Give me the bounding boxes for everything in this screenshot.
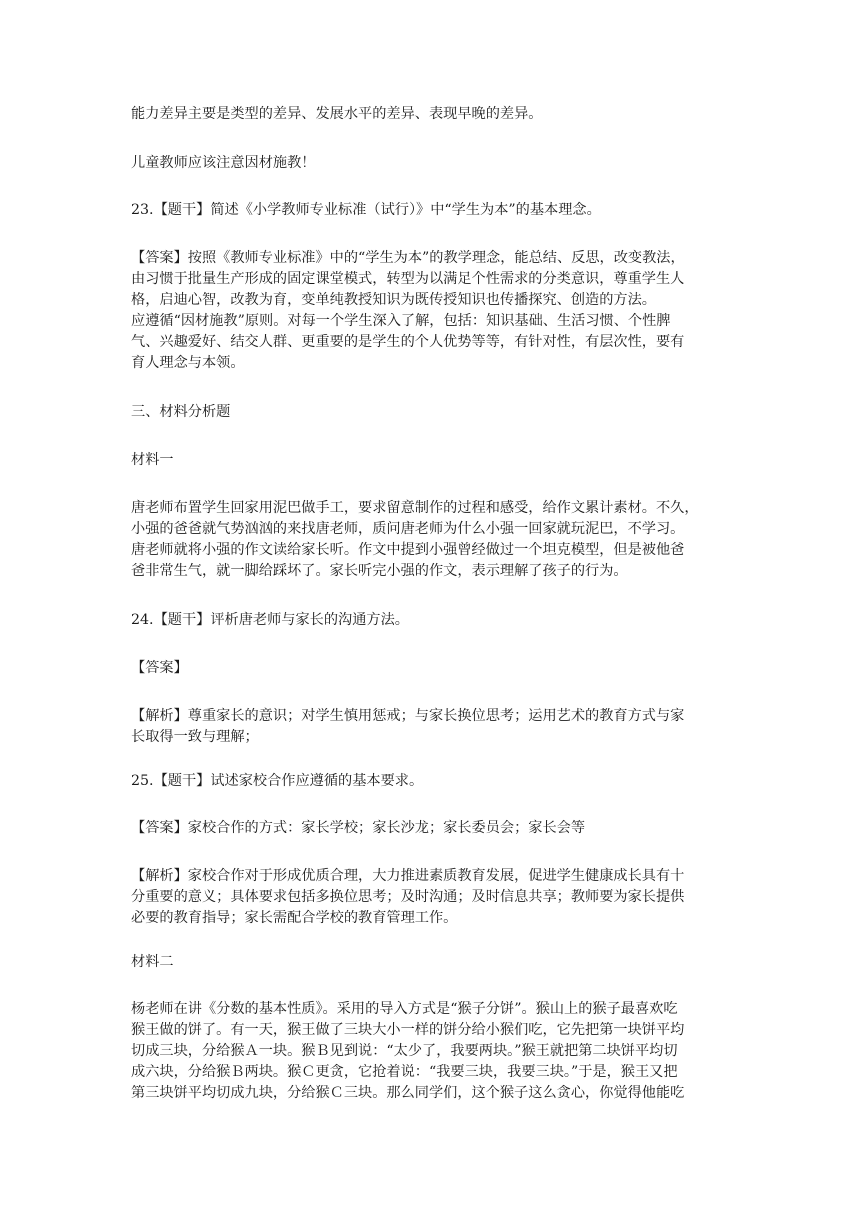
text-line: 【答案】按照《教师专业标准》中的“学生为本”的教学理念，能总结、反思，改变教法， <box>131 250 685 266</box>
question-24-answer <box>131 658 743 679</box>
text-line: 材料二 <box>131 954 174 970</box>
text-line: 长取得一致与理解； <box>131 729 259 745</box>
question-23-answer <box>131 248 743 374</box>
text-line: 25.【题干】试述家校合作应遵循的基本要求。 <box>131 773 424 789</box>
text-line: 应遵循“因材施教”原则。对每一个学生深入了解，包括：知识基础、生活习惯、个性脾 <box>131 313 671 329</box>
material-one-text <box>131 498 743 582</box>
question-24-analysis <box>131 706 743 748</box>
text-line: 唐老师布置学生回家用泥巴做手工，要求留意制作的过程和感受，给作文累计素材。不久， <box>131 500 699 516</box>
text-line: 杨老师在讲《分数的基本性质》。采用的导入方式是“猴子分饼”。猴山上的猴子最喜欢吃 <box>131 1001 678 1017</box>
text-line: 唐老师就将小强的作文读给家长听。作文中提到小强曾经做过一个坦克模型，但是被他爸 <box>131 542 685 558</box>
text-line: 儿童教师应该注意因材施教！ <box>131 155 316 171</box>
text-line: 分重要的意义；具体要求包括多换位思考；及时沟通；及时信息共享；教师要为家长提供 <box>131 889 685 905</box>
text-line: 【解析】尊重家长的意识；对学生慎用惩戒；与家长换位思考；运用艺术的教育方式与家 <box>131 708 685 724</box>
text-line: 切成三块，分给猴Ａ一块。猴Ｂ见到说：“太少了，我要两块。”猴王就把第二块饼平均切 <box>131 1043 678 1059</box>
text-line: 必要的教育指导；家长需配合学校的教育管理工作。 <box>131 910 458 926</box>
text-line: 能力差异主要是类型的差异、发展水平的差异、表现早晚的差异。 <box>131 106 543 122</box>
question-25-stem <box>131 771 743 792</box>
text-line: 小强的爸爸就气势汹汹的来找唐老师，质问唐老师为什么小强一回家就玩泥巴，不学习。 <box>131 521 685 537</box>
text-line: 24.【题干】评析唐老师与家长的沟通方法。 <box>131 612 409 628</box>
text-line: 材料一 <box>131 452 174 468</box>
text-line: 成六块，分给猴Ｂ两块。猴Ｃ更贪，它抢着说：“我要三块，我要三块。”于是，猴王又把 <box>131 1064 678 1080</box>
text-line: 【答案】 <box>131 660 188 676</box>
text-line: 育人理念与本领。 <box>131 355 245 371</box>
question-24-stem <box>131 610 743 631</box>
text-line: 第三块饼平均切成九块，分给猴Ｃ三块。那么同学们，这个猴子这么贪心，你觉得他能吃 <box>131 1085 685 1101</box>
question-25-analysis <box>131 866 743 929</box>
text-line: 23.【题干】简述《小学教师专业标准（试行）》中“学生为本”的基本理念。 <box>131 202 601 218</box>
text-line: 【答案】家校合作的方式：家长学校；家长沙龙；家长委员会；家长会等 <box>131 820 586 836</box>
text-line: 【解析】家校合作对于形成优质合理，大力推进素质教育发展，促进学生健康成长具有十 <box>131 868 685 884</box>
material-two-text <box>131 999 743 1104</box>
text-line: 猴王做的饼了。有一天，猴王做了三块大小一样的饼分给小猴们吃，它先把第一块饼平均 <box>131 1022 685 1038</box>
text-line: 爸非常生气，就一脚给踩坏了。家长听完小强的作文，表示理解了孩子的行为。 <box>131 563 628 579</box>
text-line: 由习惯于批量生产形成的固定课堂模式，转型为以满足个性需求的分类意识，尊重学生人 <box>131 271 685 287</box>
text-line: 格，启迪心智，改教为育，变单纯教授知识为既传授知识也传播探究、创造的方法。 <box>131 292 656 308</box>
text-line: 三、材料分析题 <box>131 404 231 420</box>
text-line: 气、兴趣爱好、结交人群、更重要的是学生的个人优势等等，有针对性，有层次性，要有 <box>131 334 685 350</box>
paragraph-ability-difference <box>131 104 743 125</box>
question-23-stem <box>131 200 743 221</box>
material-two-heading <box>131 952 743 973</box>
material-one-heading <box>131 450 743 471</box>
question-25-answer <box>131 818 743 839</box>
section-heading-material-analysis <box>131 402 743 423</box>
paragraph-teaching-note <box>131 153 743 174</box>
